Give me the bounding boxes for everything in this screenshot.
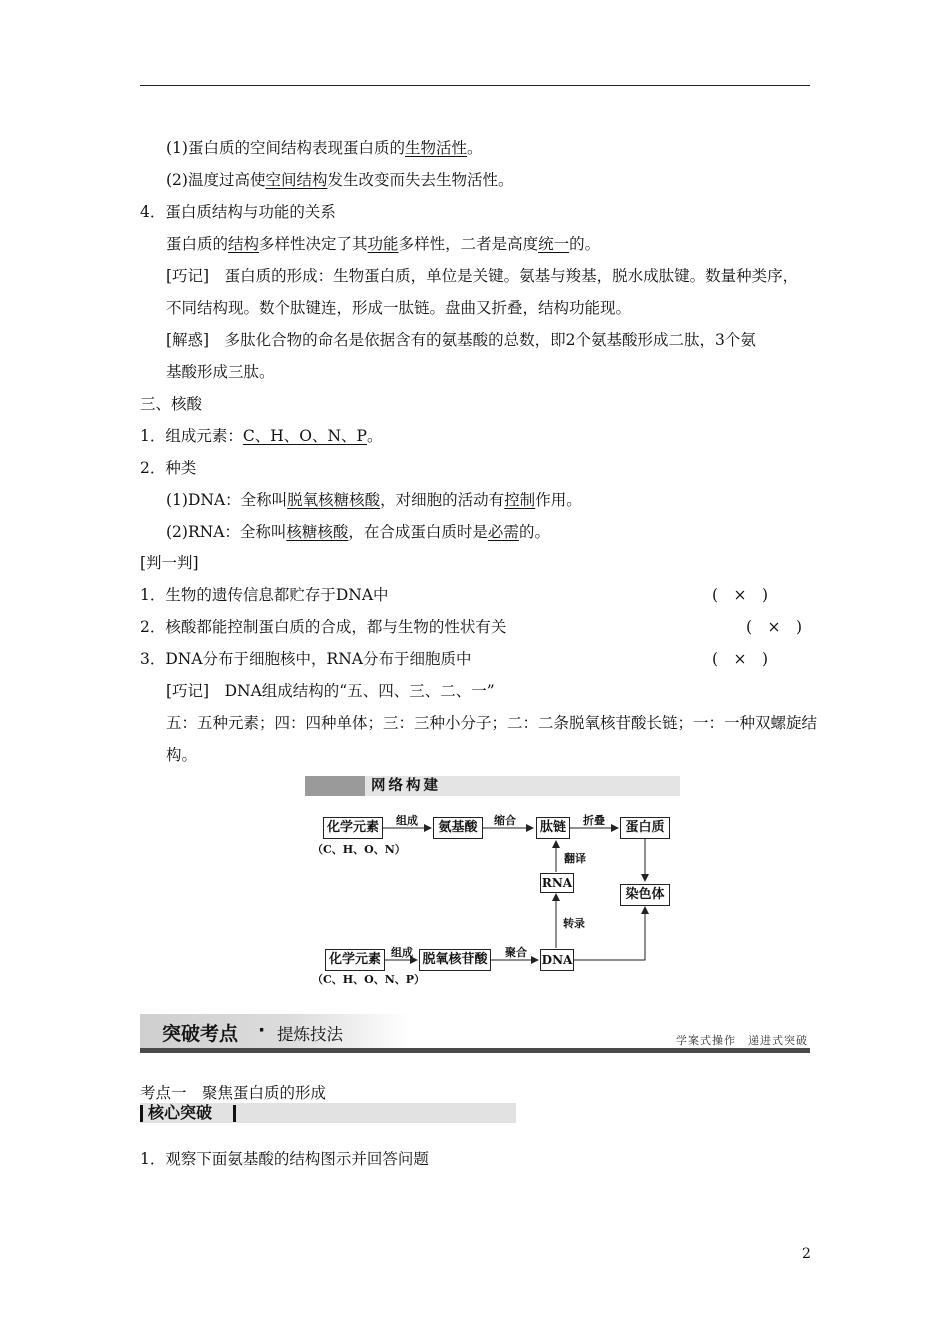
box-chromosome: 染色体 [620, 884, 670, 906]
judge-mark: ( × ) [746, 618, 803, 636]
text-segment: 不同结构现。数个肽键连，形成一肽链。盘曲又折叠，结构功能现。 [166, 299, 632, 317]
text-segment: (2)RNA：全称叫 [166, 523, 287, 541]
answer-blank: 空间结构 [265, 171, 328, 189]
text-segment: 1．组成元素： [140, 427, 243, 445]
text-segment: ，对细胞的活动有 [380, 491, 505, 509]
box-rna: RNA [540, 873, 574, 893]
text-segment: 发生改变而失去生物活性。 [327, 171, 514, 189]
text-segment: (1)蛋白质的空间结构表现蛋白质的 [166, 139, 405, 157]
text-segment: 。 [366, 427, 383, 445]
text-line [166, 490, 582, 510]
text-segment: [巧记] 蛋白质的形成：生物蛋白质，单位是关键。氨基与羧基，脱水成肽键。数量种类序， [166, 267, 799, 285]
box-peptide-chain: 肽链 [536, 817, 570, 839]
arrow-label-transcribe: 转录 [563, 917, 585, 930]
network-title: 网络构建 [371, 778, 441, 794]
text-segment: 考点一 聚焦蛋白质的形成 [140, 1084, 327, 1102]
box-deoxynucleotide: 脱氧核苷酸 [419, 949, 491, 971]
text-segment: 多样性决定了其 [259, 235, 368, 253]
page-number: 2 [802, 1246, 811, 1262]
answer-blank: 脱氧核糖核酸 [287, 491, 381, 509]
answer-blank: 必需 [487, 523, 519, 541]
text-line [166, 266, 798, 286]
text-line [166, 330, 756, 350]
answer-blank: 控制 [504, 491, 536, 509]
arrow-label-polymerize: 聚合 [505, 946, 527, 959]
text-segment: 1．生物的遗传信息都贮存于DNA中 [140, 586, 389, 604]
judge-mark: ( × ) [712, 586, 769, 604]
text-line [140, 1149, 429, 1169]
judge-mark: ( × ) [712, 650, 769, 668]
arrow-label-condense: 缩合 [494, 814, 516, 827]
text-line [166, 170, 514, 190]
text-line [166, 234, 600, 254]
core-label: 核心突破 [148, 1103, 213, 1122]
core-breakthrough-bar [140, 1103, 516, 1123]
text-segment: 五：五种元素；四：四种单体；三：三种小分子；二：二条脱氧核苷酸长链；一：一种双螺旋结 [166, 714, 818, 732]
text-segment: 多样性，二者是高度 [398, 235, 539, 253]
text-segment: (2)温度过高使 [166, 171, 266, 189]
banner-right-text: 学案式操作 递进式突破 [676, 1034, 808, 1047]
network-title-bar [305, 776, 680, 796]
text-segment: 4．蛋白质结构与功能的关系 [140, 203, 336, 221]
text-segment: 。 [466, 139, 483, 157]
topic-heading [140, 1083, 326, 1103]
banner-title: 突破考点 [162, 1023, 239, 1045]
text-segment: 的。 [518, 523, 550, 541]
label-elements-1: （C、H、O、N） [312, 843, 406, 856]
arrow-label-translate: 翻译 [564, 852, 586, 865]
answer-blank: 核糖核酸 [286, 523, 349, 541]
arrow-label-fold: 折叠 [583, 814, 605, 827]
text-segment: 基酸形成三肽。 [166, 363, 275, 381]
text-segment: 三、核酸 [140, 395, 203, 413]
label-elements-2: （C、H、O、N、P） [312, 973, 426, 986]
judge-item [140, 649, 471, 669]
text-line [140, 426, 382, 446]
text-line [166, 681, 495, 701]
box-chemical-elements-2: 化学元素 [325, 949, 385, 971]
box-dna: DNA [540, 949, 574, 971]
text-line [140, 553, 199, 573]
text-segment: 2．种类 [140, 459, 197, 477]
text-segment: 3．DNA分布于细胞核中，RNA分布于细胞质中 [140, 650, 472, 668]
text-segment: 蛋白质的 [166, 235, 229, 253]
text-segment: [巧记] DNA组成结构的“五、四、三、二、一” [166, 682, 495, 700]
answer-blank: 统一 [538, 235, 570, 253]
text-segment: 1．观察下面氨基酸的结构图示并回答问题 [140, 1150, 429, 1168]
box-amino-acid: 氨基酸 [433, 817, 483, 839]
box-chemical-elements-1: 化学元素 [323, 817, 383, 839]
text-line [166, 138, 483, 158]
text-line [166, 298, 631, 318]
text-segment: 2．核酸都能控制蛋白质的合成，都与生物的性状有关 [140, 618, 507, 636]
text-segment: ，在合成蛋白质时是 [348, 523, 488, 541]
text-segment: 的。 [569, 235, 601, 253]
text-line [166, 745, 197, 765]
text-line [166, 522, 550, 542]
section-banner [140, 1014, 810, 1054]
judge-item [140, 617, 506, 637]
text-line [166, 362, 275, 382]
text-segment: [解惑] 多肽化合物的命名是依据含有的氨基酸的总数，即2个氨基酸形成二肽，3个氨 [166, 331, 756, 349]
answer-blank: 功能 [367, 235, 399, 253]
arrow-label-compose2: 组成 [391, 946, 413, 959]
arrow-label-compose1: 组成 [396, 814, 418, 827]
text-segment: [判一判] [140, 554, 199, 572]
banner-subtitle: 提炼技法 [277, 1025, 343, 1044]
answer-blank: 结构 [228, 235, 260, 253]
text-line [166, 713, 817, 733]
section-heading [140, 394, 202, 414]
text-segment: 作用。 [535, 491, 582, 509]
text-segment: (1)DNA：全称叫 [166, 491, 288, 509]
answer-blank: C、H、O、N、P [242, 427, 367, 445]
box-protein: 蛋白质 [620, 817, 670, 839]
text-line [140, 458, 196, 478]
judge-item [140, 585, 389, 605]
banner-dot: · [258, 1019, 266, 1041]
text-segment: 构。 [166, 746, 198, 764]
header-rule [140, 85, 810, 86]
answer-blank: 生物活性 [404, 139, 467, 157]
text-line [140, 202, 336, 222]
